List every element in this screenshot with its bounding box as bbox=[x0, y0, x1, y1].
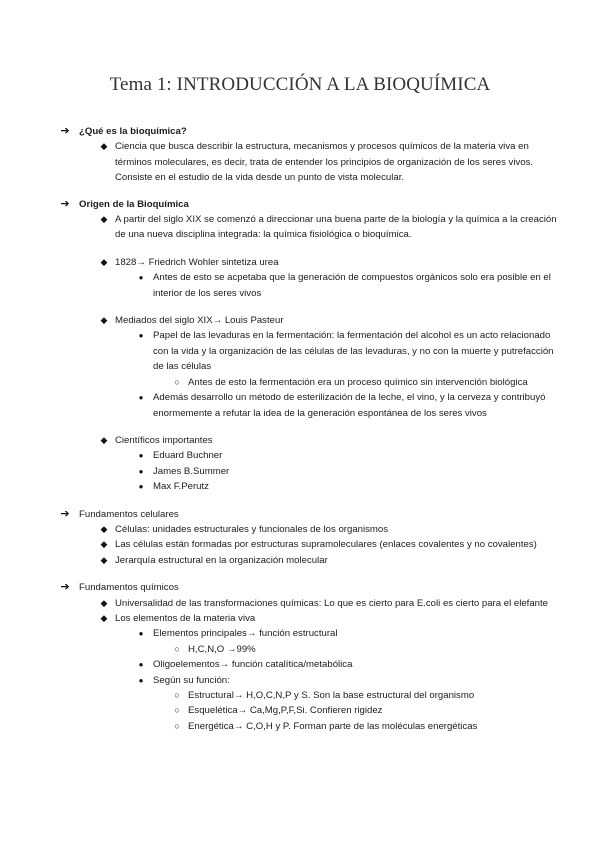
list-item bbox=[100, 313, 559, 328]
arrow-icon: ➔ bbox=[60, 507, 70, 520]
diamond-bullet-icon: ◆ bbox=[100, 315, 108, 326]
heading-text: Origen de la Bioquímica bbox=[79, 198, 189, 210]
circle-bullet-icon: ○ bbox=[174, 643, 180, 654]
celulares-item-text: Células: unidades estructurales y funcionales de los organismos bbox=[115, 523, 389, 535]
circle-bullet-icon: ○ bbox=[174, 376, 180, 387]
list-item bbox=[174, 375, 559, 390]
arrow-icon: ➔ bbox=[60, 197, 70, 210]
function-item-text: Esquelética→ Ca,Mg,P,F,Si. Confieren rigidez bbox=[188, 705, 383, 717]
circle-bullet-icon: ○ bbox=[174, 720, 180, 731]
definition-text: Ciencia que busca describir la estructura, mecanismos y procesos químicos de la materia viva en términos moleculares, es decir, trata de entender los principios de organización de los seres vivos. Consiste en el estudio de la vida desde un punto de vista molecular. bbox=[115, 141, 534, 184]
diamond-bullet-icon: ◆ bbox=[100, 523, 108, 534]
dot-bullet-icon: ● bbox=[138, 660, 144, 670]
diamond-bullet-icon: ◆ bbox=[100, 554, 108, 565]
dot-bullet-icon: ● bbox=[138, 675, 144, 685]
list-item bbox=[100, 522, 559, 537]
pasteur-sub1-text: Papel de las levaduras en la fermentación: la fermentación del alcohol es un acto relacionado con la vida y la organización de las células de las levaduras, y no con la muerte y putrefacción de las células bbox=[153, 330, 554, 373]
dot-bullet-icon: ● bbox=[138, 331, 144, 341]
list-item bbox=[100, 255, 559, 270]
principales-text: Elementos principales→ función estructural bbox=[153, 628, 338, 640]
arrow-icon: ➔ bbox=[60, 581, 70, 594]
document-body bbox=[0, 124, 600, 734]
arrow-icon: ➔ bbox=[60, 125, 70, 137]
list-item bbox=[138, 673, 559, 688]
section-origen-heading bbox=[60, 197, 559, 212]
list-item bbox=[174, 703, 559, 718]
diamond-bullet-icon: ◆ bbox=[100, 434, 108, 445]
function-item-text: Energética→ C,O,H y P. Forman parte de las moléculas energéticas bbox=[188, 720, 478, 732]
function-item-text: Estructural→ H,O,C,N,P y S. Son la base estructural del organismo bbox=[188, 690, 475, 701]
wohler-sub-text: Antes de esto se acpetaba que la generación de compuestos orgánicos solo era posible en el interior de los seres vivos bbox=[153, 272, 551, 299]
heading-text: ¿Qué es la bioquímica? bbox=[79, 126, 187, 137]
diamond-bullet-icon: ◆ bbox=[100, 597, 108, 608]
dot-bullet-icon: ● bbox=[138, 273, 144, 283]
pasteur-sub1-sub-text: Antes de esto la fermentación era un proceso químico sin intervención biológica bbox=[188, 376, 528, 388]
dot-bullet-icon: ● bbox=[138, 482, 144, 492]
list-item bbox=[100, 212, 559, 243]
diamond-bullet-icon: ◆ bbox=[100, 141, 108, 152]
scientist-name: Max F.Perutz bbox=[153, 481, 209, 493]
segun-text: Según su función: bbox=[153, 674, 230, 686]
origen-intro-text: A partir del siglo XIX se comenzó a direccionar una buena parte de la biología y la química a la creación de una nueva disciplina integrada: la química fisiológica o bioquímica. bbox=[115, 214, 557, 241]
pasteur-text: Mediados del siglo XIX→ Louis Pasteur bbox=[115, 315, 284, 327]
dot-bullet-icon: ● bbox=[138, 629, 144, 639]
heading-text: Fundamentos químicos bbox=[79, 582, 179, 594]
page-title: Tema 1: INTRODUCCIÓN A LA BIOQUÍMICA bbox=[109, 74, 491, 95]
list-item bbox=[138, 390, 559, 421]
list-item bbox=[138, 270, 559, 301]
list-item bbox=[138, 448, 559, 463]
list-item bbox=[174, 642, 559, 657]
section-celulares-heading bbox=[60, 507, 559, 522]
pasteur-sub2-text: Además desarrollo un método de esterilización de la leche, el vino, y la cerveza y contribuyó enormemente a refutar la idea de la generación espontánea de los seres vivos bbox=[153, 392, 546, 419]
list-item bbox=[100, 139, 559, 185]
elementos-text: Los elementos de la materia viva bbox=[115, 612, 256, 624]
heading-text: Fundamentos celulares bbox=[79, 508, 179, 520]
principales-sub-text: H,C,N,O →99% bbox=[188, 643, 256, 655]
list-item bbox=[100, 596, 559, 611]
list-item bbox=[138, 626, 559, 641]
list-item bbox=[100, 553, 559, 568]
list-item bbox=[138, 464, 559, 479]
circle-bullet-icon: ○ bbox=[174, 705, 180, 716]
diamond-bullet-icon: ◆ bbox=[100, 214, 108, 225]
list-item bbox=[174, 719, 559, 734]
diamond-bullet-icon: ◆ bbox=[100, 256, 108, 267]
list-item bbox=[100, 537, 559, 552]
scientist-name: James B.Summer bbox=[153, 465, 230, 477]
scientist-name: Eduard Buchner bbox=[153, 450, 223, 462]
dot-bullet-icon: ● bbox=[138, 393, 144, 403]
list-item bbox=[100, 611, 559, 626]
dot-bullet-icon: ● bbox=[138, 451, 144, 461]
list-item bbox=[138, 328, 559, 374]
section-que-es-heading bbox=[60, 124, 559, 139]
list-item bbox=[138, 479, 559, 494]
list-item bbox=[174, 688, 559, 703]
dot-bullet-icon: ● bbox=[138, 466, 144, 476]
oligo-text: Oligoelementos→ función catalítica/metabólica bbox=[153, 659, 353, 671]
cientificos-text: Científicos importantes bbox=[115, 434, 213, 446]
wohler-text: 1828→ Friedrich Wohler sintetiza urea bbox=[115, 256, 279, 268]
list-item bbox=[138, 657, 559, 672]
section-quimicos-heading bbox=[60, 580, 559, 595]
circle-bullet-icon: ○ bbox=[174, 690, 180, 700]
diamond-bullet-icon: ◆ bbox=[100, 612, 108, 623]
list-item bbox=[100, 433, 559, 448]
celulares-item-text: Las células están formadas por estructuras supramoleculares (enlaces covalentes y no covalentes) bbox=[115, 539, 537, 551]
universalidad-text: Universalidad de las transformaciones químicas: Lo que es cierto para E.coli es cierto para el elefante bbox=[115, 597, 549, 609]
diamond-bullet-icon: ◆ bbox=[100, 539, 108, 550]
celulares-item-text: Jerarquía estructural en la organización molecular bbox=[115, 554, 328, 566]
